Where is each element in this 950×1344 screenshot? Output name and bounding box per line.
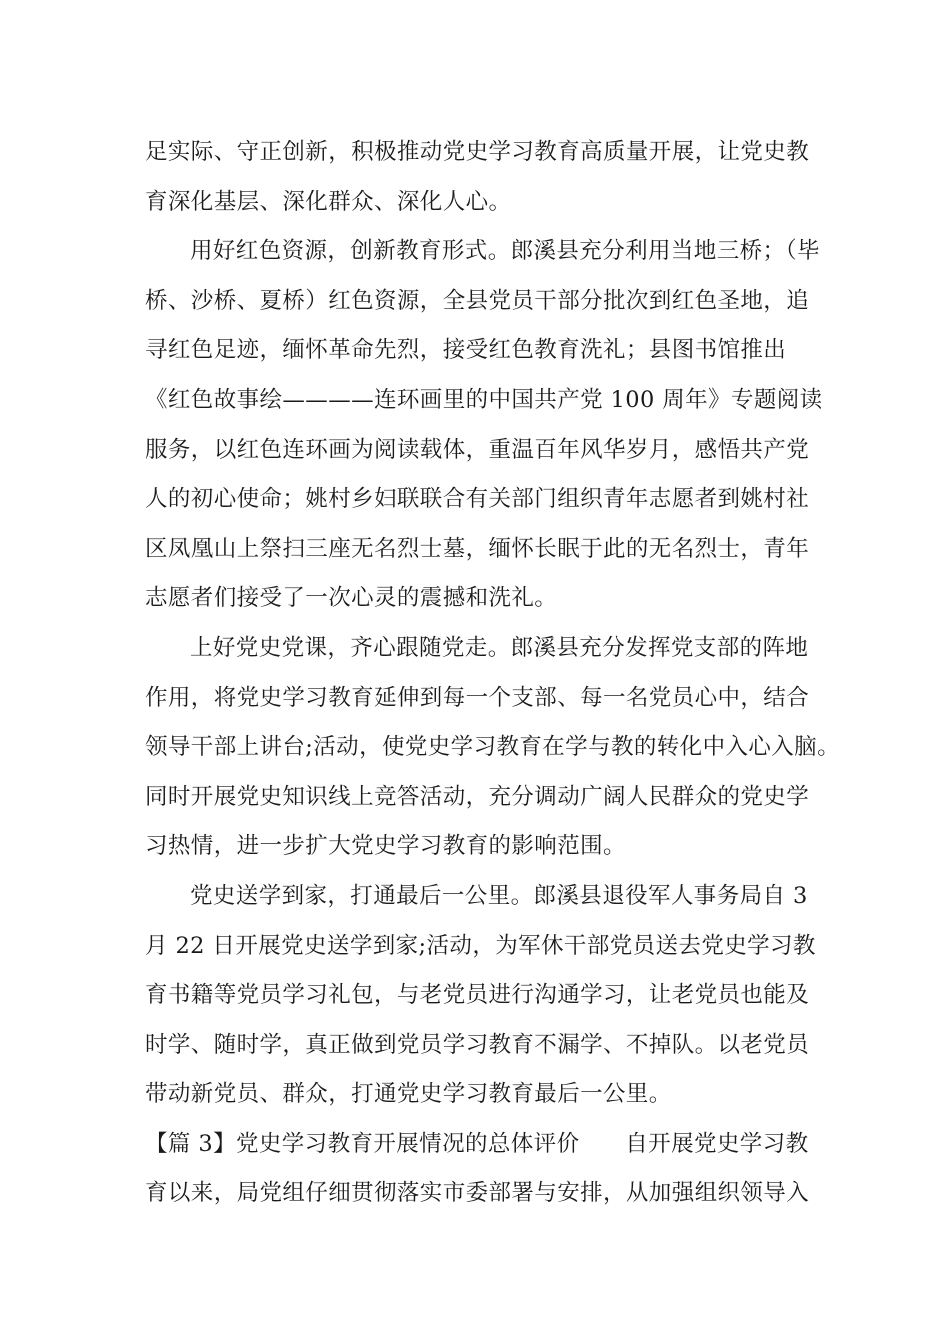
text-line: 《红色故事绘————连环画里的中国共产党 100 周年》专题阅读	[145, 386, 823, 413]
paragraph-start-line: 用好红色资源，创新教育形式。郎溪县充分利用当地三桥；（毕	[190, 238, 820, 265]
text-line: 人的初心使命；姚村乡妇联联合有关部门组织青年志愿者到姚村社	[145, 486, 810, 513]
text-line: 时学、随时学，真正做到党员学习教育不漏学、不掉队。以老党员	[145, 1031, 810, 1058]
text-line: 育书籍等党员学习礼包，与老党员进行沟通学习，让老党员也能及	[145, 982, 810, 1009]
document-body	[145, 128, 840, 1219]
text-line: 育深化基层、深化群众、深化人心。	[145, 188, 512, 215]
paragraph-start-line: 党史送学到家，打通最后一公里。郎溪县退役军人事务局自 3	[190, 882, 808, 909]
text-line: 同时开展党史知识线上竞答活动，充分调动广阔人民群众的党史学	[145, 783, 810, 810]
text-line: 育以来，局党组仔细贯彻落实市委部署与安排，从加强组织领导入	[145, 1180, 810, 1207]
text-line: 寻红色足迹，缅怀革命先烈，接受红色教育洗礼；县图书馆推出	[145, 337, 787, 364]
text-line: 领导干部上讲台;活动，使党史学习教育在学与教的转化中入心入脑。	[145, 734, 840, 761]
section-heading-line: 【篇 3】党史学习教育开展情况的总体评价 自开展党史学习教	[145, 1130, 809, 1157]
text-line: 月 22 日开展党史送学到家;活动，为军休干部党员送去党史学习教	[145, 932, 816, 959]
text-line: 服务，以红色连环画为阅读载体，重温百年风华岁月，感悟共产党	[145, 436, 810, 463]
text-line: 桥、沙桥、夏桥）红色资源，全县党员干部分批次到红色圣地，追	[145, 287, 810, 314]
paragraph-start-line: 上好党史党课，齐心跟随党走。郎溪县充分发挥党支部的阵地	[190, 634, 809, 661]
text-line: 习热情，进一步扩大党史学习教育的影响范围。	[145, 833, 626, 860]
text-line: 作用，将党史学习教育延伸到每一个支部、每一名党员心中，结合	[145, 684, 810, 711]
text-line: 足实际、守正创新，积极推动党史学习教育高质量开展，让党史教	[145, 139, 810, 165]
text-line: 区凤凰山上祭扫三座无名烈士墓，缅怀长眠于此的无名烈士，青年	[145, 535, 810, 562]
text-line: 带动新党员、群众，打通党史学习教育最后一公里。	[145, 1081, 672, 1108]
text-line: 志愿者们接受了一次心灵的震撼和洗礼。	[145, 585, 558, 612]
